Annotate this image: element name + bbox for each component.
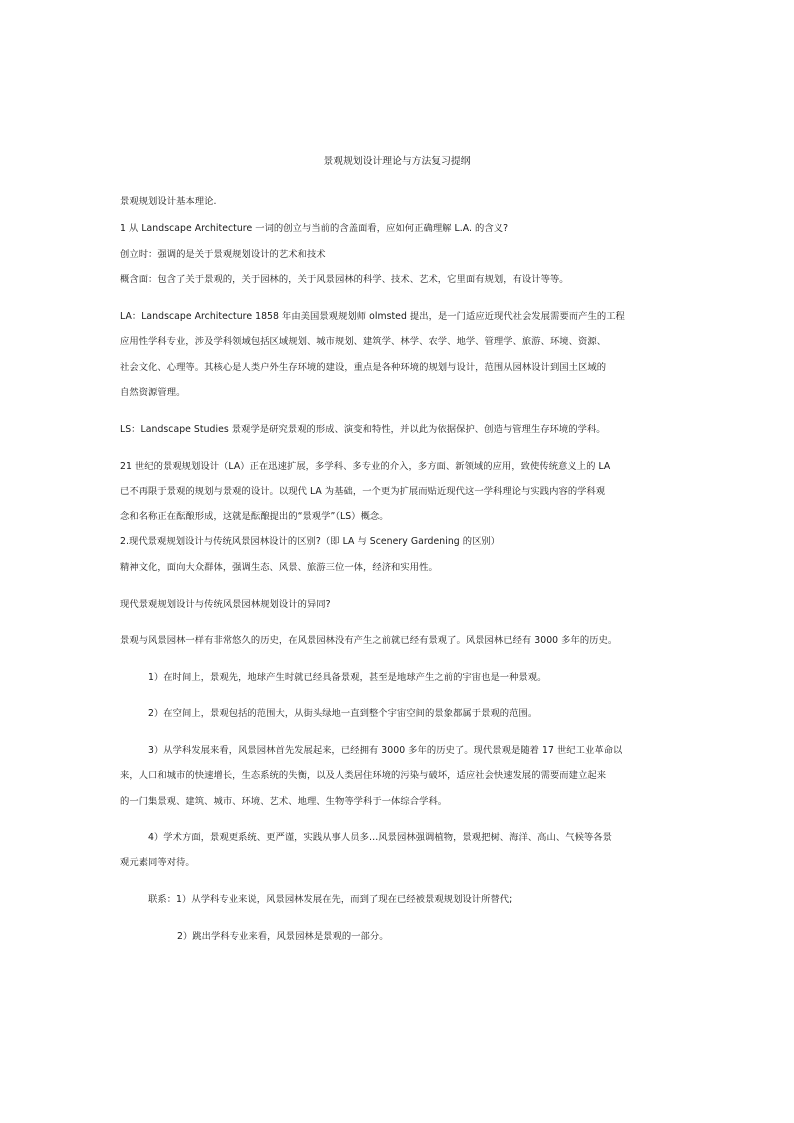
question-2: 2.现代景观规划设计与传统风景园林设计的区别?（即 LA 与 Scenery Gardening 的区别） — [120, 536, 501, 547]
question-1: 1 从 Landscape Architecture 一词的创立与当前的含盖面看，应如何正确理解 L.A. 的含义? — [120, 223, 509, 234]
list-item: 1）在时间上，景观先，地球产生时就已经具备景观，甚至是地球产生之前的宇宙也是一种景观。 — [148, 672, 547, 683]
paragraph-line: 念和名称正在酝酿形成，这就是酝酿提出的“景观学”（LS）概念。 — [120, 511, 389, 522]
relation-item: 2）跳出学科专业来看，风景园林是景观的一部分。 — [177, 931, 389, 942]
answer-line: 概含面：包含了关于景观的，关于园林的，关于风景园林的科学、技术、艺术，它里面有规划，有设计等等。 — [120, 274, 569, 285]
answer-line: 精神文化，面向大众群体，强调生态、风景、旅游三位一体，经济和实用性。 — [120, 562, 438, 573]
document-title: 景观规划设计理论与方法复习提纲 — [323, 156, 471, 167]
answer-line: 创立时：强调的是关于景观规划设计的艺术和技术 — [120, 249, 326, 260]
paragraph-line: LA：Landscape Architecture 1858 年由美国景观规划师 olmsted 提出，是一门适应近现代社会发展需要而产生的工程 — [120, 311, 625, 322]
list-item: 2）在空间上，景观包括的范围大，从街头绿地一直到整个宇宙空间的景象都属于景观的范围。 — [148, 708, 538, 719]
paragraph-line: 已不再限于景观的规划与景观的设计。以现代 LA 为基础，一个更为扩展而贴近现代这一学科理论与实践内容的学科观 — [120, 486, 606, 497]
list-item-continuation: 观元素同等对待。 — [120, 857, 195, 868]
paragraph-line: 自然资源管理。 — [120, 387, 186, 398]
question-3: 现代景观规划设计与传统风景园林规划设计的异同? — [120, 599, 331, 610]
list-item: 3）从学科发展来看，风景园林首先发展起来，已经拥有 3000 多年的历史了。现代景观是随着 17 世纪工业革命以 — [148, 745, 623, 756]
relation-item: 联系：1）从学科专业来说，风景园林发展在先，而到了现在已经被景观规划设计所替代; — [148, 894, 513, 905]
list-item: 4）学术方面，景观更系统、更严谨，实践从事人员多…风景园林强调植物，景观把树、海洋、高山、气候等各景 — [148, 832, 612, 843]
section-heading: 景观规划设计基本理论. — [120, 196, 217, 207]
paragraph-line: LS：Landscape Studies 景观学是研究景观的形成、演变和特性，并以此为依据保护、创造与管理生存环境的学科。 — [120, 424, 606, 435]
list-item-continuation: 的一门集景观、建筑、城市、环境、艺术、地理、生物等学科于一体综合学科。 — [120, 796, 448, 807]
paragraph-line: 21 世纪的景观规划设计（LA）正在迅速扩展，多学科、多专业的介入，多方面、新领域的应用，致使传统意义上的 LA — [120, 461, 611, 472]
paragraph-line: 景观与风景园林一样有非常悠久的历史，在风景园林没有产生之前就已经有景观了。风景园林已经有 3000 多年的历史。 — [120, 635, 618, 646]
list-item-continuation: 来，人口和城市的快速增长，生态系统的失衡，以及人类居住环境的污染与破坏，适应社会快速发展的需要而建立起来 — [120, 770, 607, 781]
paragraph-line: 应用性学科专业，涉及学科领域包括区域规划、城市规划、建筑学、林学、农学、地学、管理学、旅游、环境、资源、 — [120, 336, 607, 347]
paragraph-line: 社会文化、心理等。其核心是人类户外生存环境的建设，重点是各种环境的规划与设计，范围从园林设计到国土区域的 — [120, 362, 607, 373]
